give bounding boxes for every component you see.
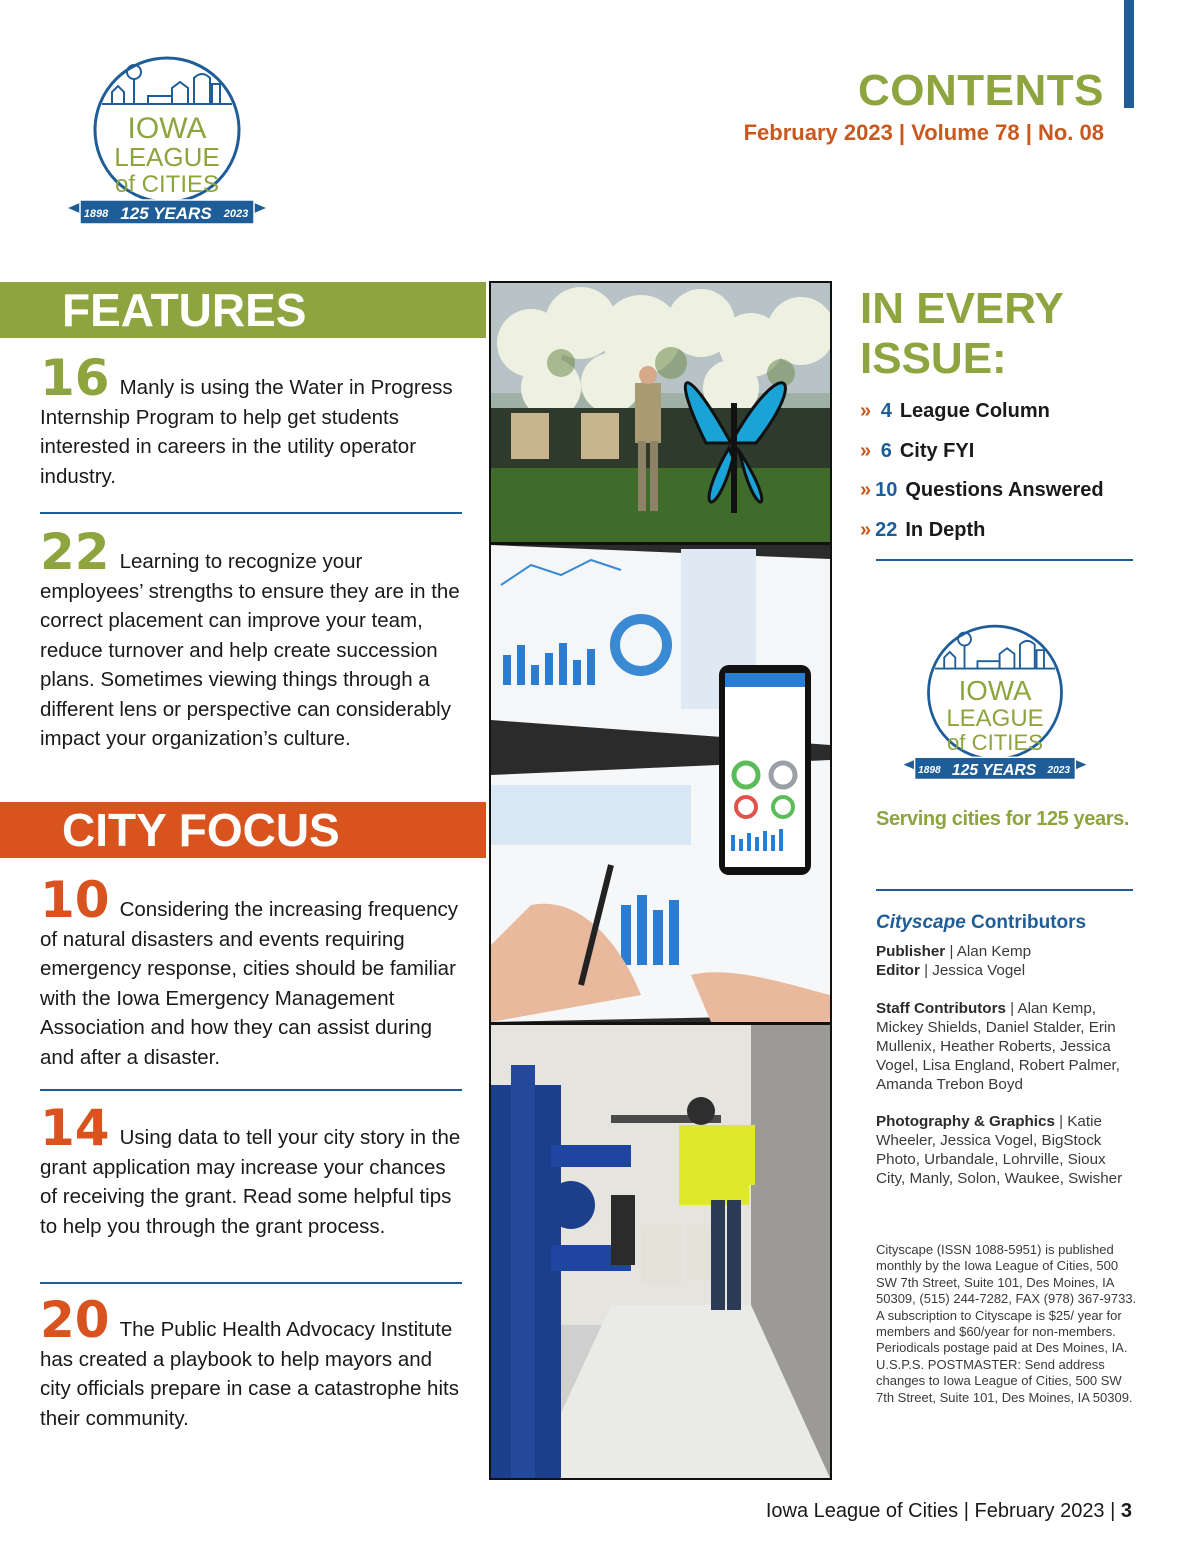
page-number: 22 xyxy=(875,518,898,541)
list-item-title: City FYI xyxy=(899,439,975,462)
page-number: 20 xyxy=(40,1291,110,1349)
tagline: Serving cities for 125 years. xyxy=(876,808,1129,830)
page-footer xyxy=(766,1500,1132,1523)
city-focus-entry[interactable] xyxy=(40,1099,462,1241)
page-number: 10 xyxy=(40,871,110,929)
logo-line-iowa: IOWA xyxy=(127,112,207,145)
issue-info: February 2023 | Volume 78 | No. 08 xyxy=(743,120,1104,145)
logo-year-end: 2023 xyxy=(223,208,249,220)
feature-entry[interactable] xyxy=(40,349,462,491)
credit-label: Staff Contributors xyxy=(876,1000,1006,1017)
credit-value: | Alan Kemp xyxy=(945,943,1032,960)
list-item[interactable] xyxy=(860,436,1104,476)
student-butterfly-photo xyxy=(491,283,830,542)
in-every-issue-list xyxy=(860,396,1104,554)
chevron-icon: » xyxy=(860,518,872,541)
features-banner: FEATURES xyxy=(0,282,486,338)
publication-notice: Cityscape (ISSN 1088-5951) is published monthly by the Iowa League of Cities, 500 SW 7th Street, Suite 101, Des Moines, IA 50309, (515) 244-7282, FAX (978) 367-9733. A subscription to Cityscape is $25/ year for members and $60/year for non-members. Periodicals postage paid at Des Moines, IA. U.S.P.S. POSTMASTER: Send address changes to Iowa League of Cities, 500 SW 7th Street, Suite 101, Des Moines, IA 50309. xyxy=(876,1242,1137,1405)
city-focus-entry[interactable] xyxy=(40,1291,462,1433)
chevron-icon: » xyxy=(860,479,872,501)
list-item-title: Questions Answered xyxy=(905,479,1104,501)
publisher-credit xyxy=(876,942,1138,961)
chevron-icon: » xyxy=(860,439,872,462)
divider xyxy=(40,1282,462,1284)
page-number: 16 xyxy=(40,349,110,407)
city-focus-banner: CITY FOCUS xyxy=(0,802,486,858)
list-item[interactable] xyxy=(860,475,1104,515)
entry-text: Using data to tell your city story in the grant application may increase your chances of receiving the grant. Read some helpful tips to help you through the grant process. xyxy=(40,1126,461,1238)
entry-text: Considering the increasing frequency of natural disasters and events requiring emergency response, cities should be familiar with the Iowa Emergency Management Association and how they can assist during and after a disaster. xyxy=(40,898,459,1069)
list-item[interactable] xyxy=(860,515,1104,555)
credit-label: Publisher xyxy=(876,943,946,960)
footer-page-number: 3 xyxy=(1120,1500,1132,1522)
city-focus-entry[interactable] xyxy=(40,871,462,1072)
photo-column xyxy=(489,281,832,1480)
page-number: 4 xyxy=(880,400,892,422)
entry-text: The Public Health Advocacy Institute has created a playbook to help mayors and city officials prepare in case a catastrophe hits their community. xyxy=(40,1318,459,1430)
list-item[interactable] xyxy=(860,396,1104,436)
page-number: 10 xyxy=(875,479,898,501)
credit-label: Editor xyxy=(876,962,920,979)
divider xyxy=(876,559,1133,561)
logo-line-iowa: IOWA xyxy=(958,675,1032,706)
contributors-heading-italic: Cityscape xyxy=(876,912,966,933)
divider xyxy=(876,889,1133,891)
contributors-heading-rest: Contributors xyxy=(965,912,1087,933)
logo-year-start: 1898 xyxy=(83,208,109,220)
page-number: 6 xyxy=(880,439,892,462)
page-number: 14 xyxy=(40,1099,110,1157)
list-item-title: League Column xyxy=(899,400,1050,422)
page-title: CONTENTS xyxy=(858,66,1104,115)
logo-years: 125 YEARS xyxy=(951,761,1037,779)
feature-entry[interactable] xyxy=(40,523,462,754)
photo-credit xyxy=(876,1112,1138,1188)
divider xyxy=(40,512,462,514)
credit-value: | Katie Wheeler, Jessica Vogel, BigStock Photo, Urbandale, Lohrville, Sioux City, Manly, Solon, Waukee, Swisher xyxy=(876,1113,1123,1187)
credit-value: | Alan Kemp, Mickey Shields, Daniel Stalder, Erin Mullenix, Heather Roberts, Jessica Vogel, Lisa England, Robert Palmer, Amanda Trebon Boyd xyxy=(876,1000,1120,1093)
logo-line-cities: of CITIES xyxy=(946,729,1044,755)
list-item-title: In Depth xyxy=(905,518,986,541)
data-charts-photo xyxy=(491,545,830,1022)
entry-text: Manly is using the Water in Progress Internship Program to help get students interested in careers in the utility operator industry. xyxy=(40,376,453,488)
logo-line-league: LEAGUE xyxy=(946,704,1044,732)
credit-label: Photography & Graphics xyxy=(876,1113,1055,1130)
logo-years: 125 YEARS xyxy=(120,204,212,223)
league-logo xyxy=(62,48,272,228)
entry-text: Learning to recognize your employees’ strengths to ensure they are in the correct placement can improve your team, reduce turnover and help create succession plans. Sometimes viewing things through a different lens or perspective can considerably impact your organization’s culture. xyxy=(40,550,460,750)
contributors-heading xyxy=(876,912,1086,934)
logo-year-end: 2023 xyxy=(1047,764,1071,776)
footer-text: Iowa League of Cities | February 2023 | xyxy=(765,1500,1121,1522)
divider xyxy=(40,1089,462,1091)
page-number: 22 xyxy=(40,523,110,581)
logo-line-league: LEAGUE xyxy=(114,142,220,172)
credit-value: | Jessica Vogel xyxy=(919,962,1026,979)
staff-credit xyxy=(876,999,1138,1094)
logo-year-start: 1898 xyxy=(918,764,941,776)
editor-credit xyxy=(876,961,1138,980)
logo-line-cities: of CITIES xyxy=(114,171,220,198)
water-utility-photo xyxy=(491,1025,830,1478)
header-accent-bar xyxy=(1124,0,1134,108)
chevron-icon: » xyxy=(860,400,872,422)
league-logo-small xyxy=(898,615,1092,785)
in-every-issue-heading: IN EVERY ISSUE: xyxy=(860,284,1063,383)
